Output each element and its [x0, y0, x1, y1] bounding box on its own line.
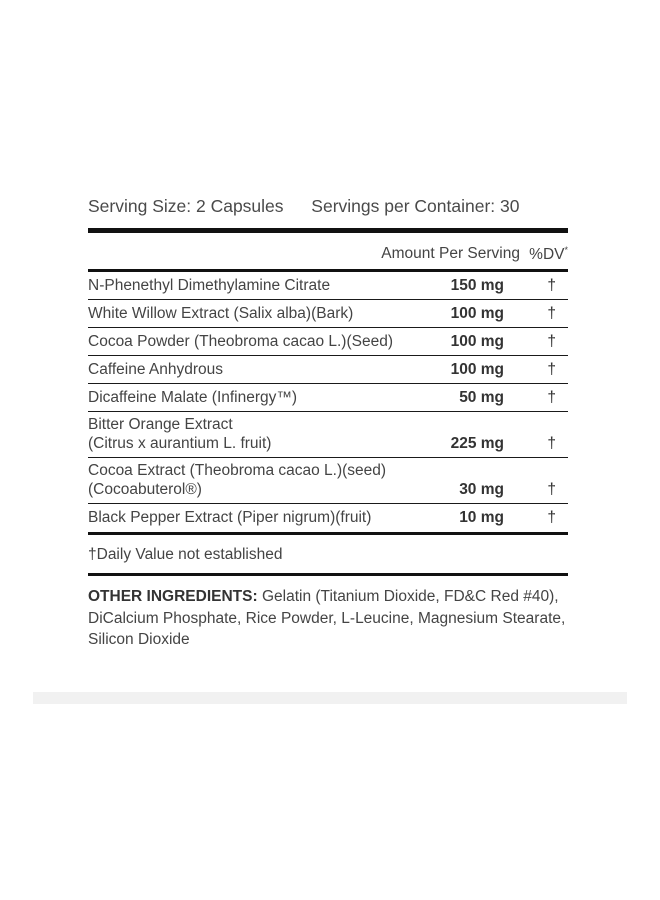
amount-per-serving-header: Amount Per Serving [381, 245, 520, 262]
ingredient-name: Cocoa Powder (Theobroma cacao L.)(Seed) [88, 333, 393, 350]
ingredient-dv: † [547, 305, 556, 322]
ingredient-name-line2: (Cocoabuterol®) [88, 481, 202, 498]
ingredient-amount: 30 mg [459, 481, 504, 498]
table-row [88, 356, 568, 384]
servings-per-container-label: Servings per Container: [311, 196, 496, 216]
table-row [88, 458, 568, 504]
ingredient-name-line1: Bitter Orange Extract [88, 416, 233, 433]
table-row [88, 412, 568, 458]
ingredient-name-line1: Cocoa Extract (Theobroma cacao L.)(seed) [88, 462, 387, 479]
servings-per-container-value: 30 [500, 196, 520, 216]
ingredient-amount: 150 mg [450, 277, 504, 294]
dv-asterisk: * [564, 245, 568, 255]
table-row [88, 300, 568, 328]
ingredient-name: White Willow Extract (Salix alba)(Bark) [88, 305, 354, 322]
divider-footnote [88, 573, 568, 576]
table-row [88, 272, 568, 300]
ingredient-name-line2: (Citrus x aurantium L. fruit) [88, 435, 272, 452]
ingredient-dv: † [547, 333, 556, 350]
ingredient-dv: † [547, 389, 556, 406]
ingredient-amount: 100 mg [450, 305, 504, 322]
ingredient-dv: † [547, 277, 556, 294]
ingredient-name: Dicaffeine Malate (Infinergy™) [88, 389, 298, 406]
ingredient-dv: † [547, 509, 556, 526]
table-header [88, 233, 568, 269]
dv-label: %DV [529, 246, 565, 264]
serving-info [88, 192, 568, 220]
ingredient-name: N-Phenethyl Dimethylamine Citrate [88, 277, 331, 294]
daily-value-header [529, 245, 568, 264]
ingredient-amount: 100 mg [450, 361, 504, 378]
ingredient-amount: 225 mg [450, 435, 504, 452]
serving-size-value: 2 Capsules [195, 196, 284, 216]
other-ingredients-label: OTHER INGREDIENTS: [88, 588, 258, 605]
ingredient-dv: † [547, 361, 556, 378]
ingredient-amount: 100 mg [450, 333, 504, 350]
ingredient-amount: 50 mg [459, 389, 504, 406]
bottom-shadow-divider [33, 692, 627, 704]
table-row [88, 384, 568, 412]
daily-value-footnote: †Daily Value not established [88, 546, 283, 563]
ingredient-name: Caffeine Anhydrous [88, 361, 224, 378]
serving-size-label: Serving Size: [88, 196, 192, 216]
table-row [88, 328, 568, 356]
other-ingredients [88, 586, 568, 651]
ingredient-name: Black Pepper Extract (Piper nigrum)(fruit) [88, 509, 372, 526]
other-ingredients-text: Gelatin (Titanium Dioxide, FD&C Red #40), DiCalcium Phosphate, Rice Powder, L-Leucine, Magnesium Stearate, Silicon Dioxide [88, 588, 566, 648]
ingredient-dv: † [547, 481, 556, 498]
ingredient-name [88, 461, 386, 499]
ingredient-name [88, 415, 271, 453]
table-row [88, 504, 568, 532]
supplement-facts-panel [88, 192, 568, 651]
ingredient-amount: 10 mg [459, 509, 504, 526]
ingredient-dv: † [547, 435, 556, 452]
